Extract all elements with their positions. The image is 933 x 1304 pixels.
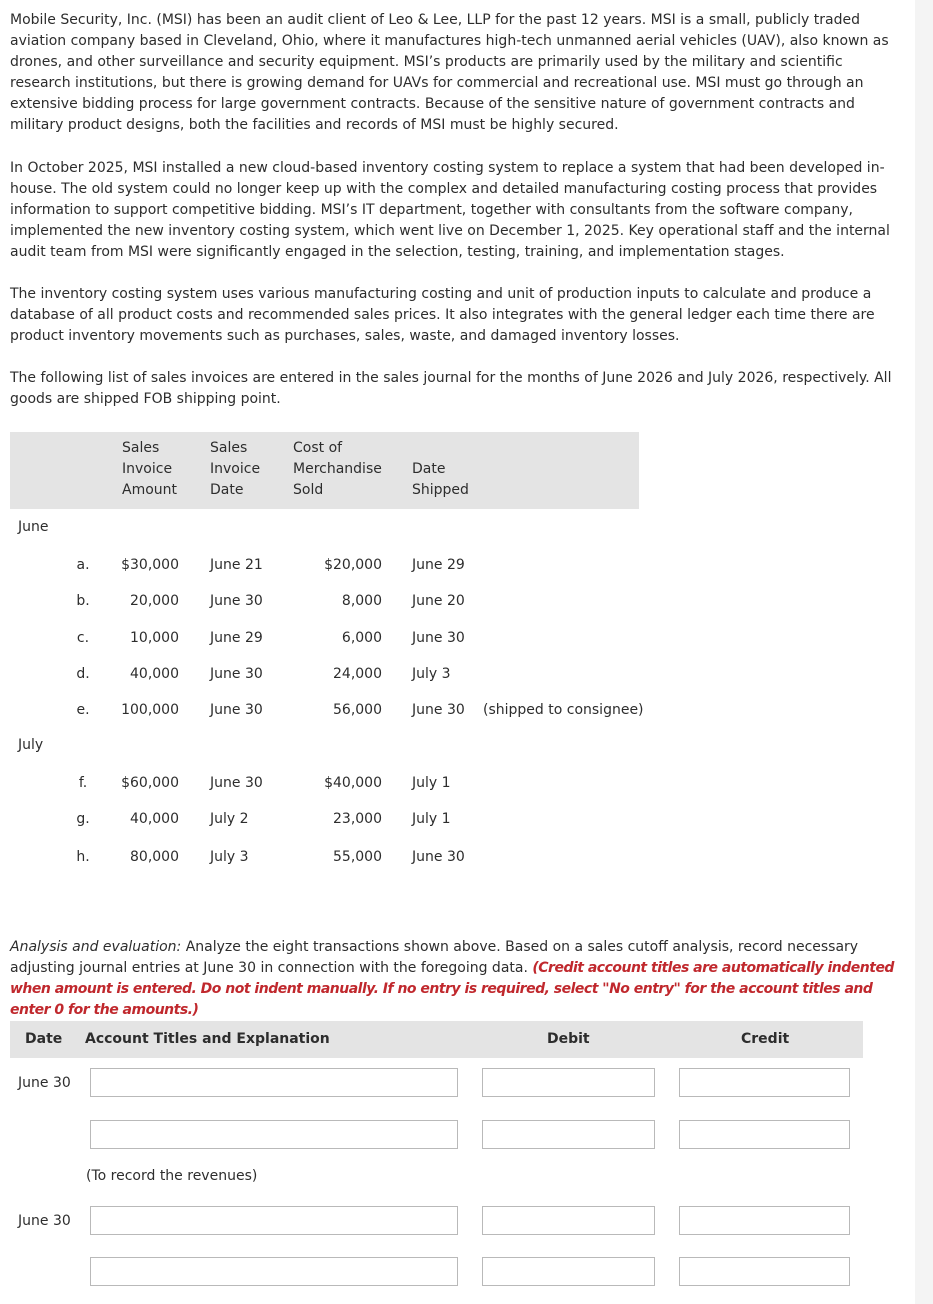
analysis-text: Analyze the eight transactions shown above. Based on a sales cutoff analysis, record necessary adjusting journal entries at June 30 in connection with the foregoing data. [10, 939, 859, 976]
entry-1-line-2-credit[interactable] [679, 1120, 850, 1149]
entry-1-line-1-debit-input[interactable] [483, 1069, 654, 1096]
journal-header-credit: Credit [741, 1031, 790, 1047]
row-letter: f. [78, 775, 88, 791]
header-cost-of-merchandise: Cost of Merchandise Sold [293, 440, 382, 498]
row-date-shipped: June 30 [412, 630, 465, 646]
row-date-shipped: June 30 [412, 849, 465, 865]
row-invoice-amount: 20,000 [130, 593, 179, 609]
header-invoice-amount: Sales Invoice Amount [122, 440, 178, 498]
entry-1-line-1-account-title[interactable] [90, 1068, 458, 1097]
journal-header-date: Date [25, 1031, 63, 1047]
analysis-lead: Analysis and evaluation: [10, 939, 182, 955]
intro-paragraph-4: The following list of sales invoices are entered in the sales journal for the months of June 2026 and July 2026, respectively. All goods are shipped FOB shipping point. [10, 370, 892, 407]
row-letter: a. [76, 557, 90, 573]
row-letter: c. [76, 630, 90, 646]
row-invoice-amount: 10,000 [130, 630, 179, 646]
entry-2-line-2-account-title-input[interactable] [91, 1258, 457, 1285]
entry-1-line-2-debit[interactable] [482, 1120, 655, 1149]
row-invoice-date: June 30 [210, 593, 263, 609]
entry-2-line-1-account-title[interactable] [90, 1206, 458, 1235]
row-letter: h. [76, 849, 90, 865]
entry-2-line-2-debit-input[interactable] [483, 1258, 654, 1285]
row-letter: d. [76, 666, 90, 682]
entry-1-line-1-credit-input[interactable] [680, 1069, 849, 1096]
row-invoice-amount: 40,000 [130, 666, 179, 682]
header-date-shipped: Date Shipped [412, 461, 469, 498]
row-date-shipped: June 20 [412, 593, 465, 609]
row-invoice-amount: 40,000 [130, 811, 179, 827]
row-invoice-date: June 30 [210, 666, 263, 682]
row-invoice-amount: 80,000 [130, 849, 179, 865]
scrollbar-track[interactable] [915, 0, 933, 1304]
row-date-shipped: June 29 [412, 557, 465, 573]
entry-2-line-1-debit-input[interactable] [483, 1207, 654, 1234]
row-letter: g. [76, 811, 90, 827]
entry-1-line-1-debit[interactable] [482, 1068, 655, 1097]
entry-1-line-2-account-title-input[interactable] [91, 1121, 457, 1148]
month-label-july: July [18, 737, 44, 753]
analysis-instructions [10, 937, 910, 1021]
row-shipping-note: (shipped to consignee) [483, 702, 644, 718]
entry-1-line-1-credit[interactable] [679, 1068, 850, 1097]
row-cost-of-merchandise: 55,000 [333, 849, 382, 865]
row-invoice-amount: 100,000 [121, 702, 179, 718]
row-invoice-date: June 29 [210, 630, 263, 646]
row-cost-of-merchandise: 6,000 [341, 630, 382, 646]
row-date-shipped: July 1 [412, 775, 451, 791]
entry-2-line-2-debit[interactable] [482, 1257, 655, 1286]
row-invoice-amount: $30,000 [121, 557, 179, 573]
intro-paragraph-1: Mobile Security, Inc. (MSI) has been an audit client of Leo & Lee, LLP for the past 12 years. MSI is a small, publicly traded aviation company based in Cleveland, Ohio, where it manufactures high-tech unmanned aerial vehicles (UAV), also known as drones, and other surveillance and security equipment. MSI’s products are primarily used by the military and scientific research institutions, but there is growing demand for UAVs for commercial and recreational use. MSI must go through an extensive bidding process for large government contracts. Because of the sensitive nature of government contracts and military product designs, both the facilities and records of MSI must be highly secured. [10, 12, 889, 133]
row-cost-of-merchandise: 56,000 [333, 702, 382, 718]
row-invoice-date: June 30 [210, 702, 263, 718]
entry-2-line-1-credit-input[interactable] [680, 1207, 849, 1234]
month-label-june: June [18, 519, 49, 535]
journal-header-account-titles: Account Titles and Explanation [85, 1031, 330, 1047]
intro-paragraph-3: The inventory costing system uses various manufacturing costing and unit of production inputs to calculate and produce a database of all product costs and recommended sales prices. It also integrates with the general ledger each time there are product inventory movements such as purchases, sales, waste, and damaged inventory losses. [10, 286, 875, 344]
row-cost-of-merchandise: 23,000 [333, 811, 382, 827]
row-date-shipped: June 30 [412, 702, 465, 718]
analysis-red-instruction: (Credit account titles are automatically indented when amount is entered. Do not indent manually. If no entry is required, select "No entry" for the account titles and enter 0 for the amounts.) [10, 960, 894, 1018]
journal-table-header [10, 1021, 863, 1058]
entry-1-explanation: (To record the revenues) [86, 1168, 258, 1184]
journal-header-debit: Debit [547, 1031, 590, 1047]
entry-1-line-1-account-title-input[interactable] [91, 1069, 457, 1096]
entry-2-date: June 30 [18, 1213, 71, 1229]
row-date-shipped: July 1 [412, 811, 451, 827]
entry-1-date: June 30 [18, 1075, 71, 1091]
entry-1-line-2-account-title[interactable] [90, 1120, 458, 1149]
row-letter: b. [76, 593, 90, 609]
row-invoice-amount: $60,000 [121, 775, 179, 791]
entry-2-line-1-debit[interactable] [482, 1206, 655, 1235]
entry-2-line-2-credit-input[interactable] [680, 1258, 849, 1285]
header-invoice-date: Sales Invoice Date [210, 440, 261, 498]
entry-2-line-2-account-title[interactable] [90, 1257, 458, 1286]
row-date-shipped: July 3 [412, 666, 451, 682]
row-cost-of-merchandise: 24,000 [333, 666, 382, 682]
entry-2-line-1-credit[interactable] [679, 1206, 850, 1235]
row-cost-of-merchandise: $40,000 [324, 775, 382, 791]
entry-1-line-2-credit-input[interactable] [680, 1121, 849, 1148]
row-cost-of-merchandise: 8,000 [341, 593, 382, 609]
invoice-table-header [10, 432, 639, 509]
entry-2-line-1-account-title-input[interactable] [91, 1207, 457, 1234]
row-cost-of-merchandise: $20,000 [324, 557, 382, 573]
row-letter: e. [76, 702, 90, 718]
row-invoice-date: July 3 [210, 849, 249, 865]
row-invoice-date: July 2 [210, 811, 249, 827]
intro-paragraph-2: In October 2025, MSI installed a new cloud-based inventory costing system to replace a system that had been developed in-house. The old system could no longer keep up with the complex and detailed manufacturing costing process that provides information to support competitive bidding. MSI’s IT department, together with consultants from the software company, implemented the new inventory costing system, which went live on December 1, 2025. Key operational staff and the internal audit team from MSI were significantly engaged in the selection, testing, training, and implementation stages. [10, 160, 890, 260]
entry-1-line-2-debit-input[interactable] [483, 1121, 654, 1148]
row-invoice-date: June 21 [210, 557, 263, 573]
row-invoice-date: June 30 [210, 775, 263, 791]
entry-2-line-2-credit[interactable] [679, 1257, 850, 1286]
